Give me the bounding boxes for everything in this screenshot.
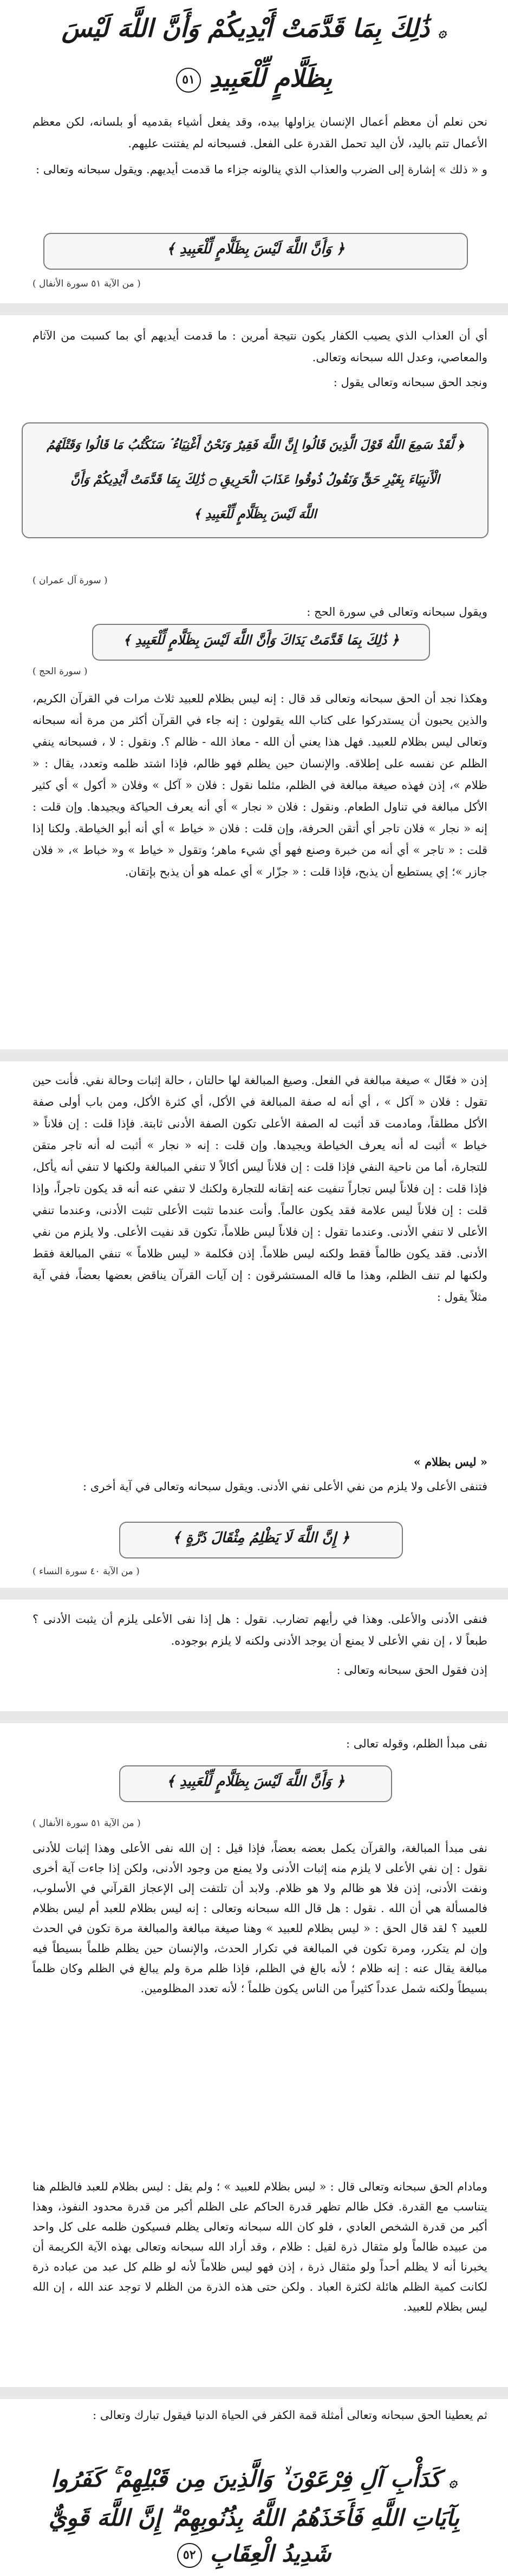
section-5-paragraph-4: نفى مبدأ المبالغة، والقرآن يكمل بعضه بعضاً، فإذا قيل : إن الله نفى الأعلى وهذا إثبات للأدنى نقول : إن نفي الأعلى لا يلزم منه إثبات الأدنى ولا يمنع من وجود الأدنى، ولكن إذا جاءت آية أخرى ونفت الأدنى، إذن فلا هو ظالم ولا هو ظلام. ولابد أن تلتفت إلى الإعجاز القرآني في الأسلوب، فالمسألة هي أن الله . نقول : هل قال الله سبحانه وتعالى : إنه ليس بظلام للعبد أم ليس بظلام للعبيد ؟ لقد قال الحق : « ليس بظلام للعبيد » وهنا صيغة مبالغة والمبالغة مرة تكون في الحدث وإن لم يتكرر، ومرة تكون في المبالغة في تكرار الحدث، والإنسان حين يظلم ظلماً بسيطاً فيه مبالغة يقال عنه : إنه ظلام ؛ لأنه بالغ في الظلم، فإذا ظلم مرة ولم يبالغ في الظلم وكان ظلماً بسيطاً ولكنه شمل عدداً كثيراً من الناس يكون ظلماً ؛ لأنه تعدد المظلومين. [32, 1842, 487, 1995]
section-5-body [32, 1838, 487, 1999]
verse-source: ( سورة الحج ) [32, 666, 88, 677]
section-separator [0, 1049, 508, 1061]
section-6-closing [32, 2404, 487, 2426]
section-2 [32, 325, 487, 393]
section-1-paragraph-2: و « ذلك » إشارة إلى الضرب والعذاب الذي ينالونه جزاء ما قدمت أيديهم. ويقول سبحانه وتعالى : [36, 163, 487, 176]
quote-text: ﴿ وَأَنَّ اللَّهَ لَيْسَ بِظَلَّامٍ لِّلْعَبِيدِ ﴾ [166, 241, 345, 257]
section-5-paragraph-3: نفى مبدأ الظلم، وقوله تعالى : [346, 1737, 487, 1750]
ayah-number-marker: ٥٢ [177, 2543, 202, 2568]
quote-text: ﴿ إِنَّ اللَّهَ لَا يَظْلِمُ مِثْقَالَ ذَرَّةٍ ﴾ [172, 1530, 350, 1546]
header-verse-text-2: بِظَلَّامٍ لِّلْعَبِيدِ [210, 63, 332, 93]
verse-source: ( من الآية ٤٠ سورة النساء ) [32, 1566, 140, 1577]
footer-verse-text-2: بِآيَاتِ اللَّهِ فَأَخَذَهُمُ اللَّهُ بِذُنُوبِهِمْ ۗ إِنَّ اللَّهَ قَوِيٌّ [48, 2505, 460, 2531]
footer-verse [22, 2461, 486, 2570]
quote-box-nisa-40 [119, 1522, 403, 1558]
quote-line-1: ﴿ لَّقَدْ سَمِعَ اللَّهُ قَوْلَ الَّذِينَ قَالُوا إِنَّ اللَّهَ فَقِيرٌ وَنَحْنُ أَغْنِيَاءُ ۘ سَنَكْتُبُ مَا قَالُوا وَقَتْلَهُمُ [47, 438, 464, 452]
footer-verse-line-1 [22, 2461, 486, 2500]
footer-verse-line-3 [22, 2536, 486, 2572]
section-5 [32, 1608, 487, 1681]
header-verse [22, 5, 486, 102]
section-separator [0, 1711, 508, 1723]
quote-line-3: اللَّهَ لَيْسَ بِظَلَّامٍ لِّلْعَبِيدِ ﴾ [193, 507, 317, 521]
footer-verse-text-1: كَدَأْبِ آلِ فِرْعَوْنَ ۙ وَالَّذِينَ مِن قَبْلِهِمْ ۚ كَفَرُوا [50, 2466, 441, 2492]
section-4 [32, 1069, 487, 1308]
quote-box-al-imran [22, 422, 489, 538]
verse-source: ( من الآية ٥١ سورة الأنفال ) [32, 1818, 141, 1829]
section-2-paragraph-1: أي أن العذاب الذي يصيب الكفار يكون نتيجة أمرين : ما قدمت أيديهم أي بما كسبت من الآثام والمعاصي، وعدل الله سبحانه وتعالى. [32, 329, 487, 364]
section-1 [32, 111, 487, 180]
section-separator [0, 2387, 508, 2399]
footer-verse-line-2 [22, 2500, 486, 2536]
quote-text: ﴿ وَأَنَّ اللَّهَ لَيْسَ بِظَلَّامٍ لِّلْعَبِيدِ ﴾ [166, 1773, 345, 1790]
section-4-continuation [32, 1476, 487, 1497]
verse-source: ( من الآية ٥١ سورة الأنفال ) [32, 278, 141, 289]
section-2-intro-hajj [32, 601, 487, 623]
verse-source: ( سورة آل عمران ) [32, 575, 108, 586]
section-separator [0, 303, 508, 315]
quote-box-hajj [92, 624, 430, 661]
quote-box-anfal-51 [43, 233, 468, 270]
ayah-number-marker: ٥١ [176, 68, 201, 93]
header-verse-text-1: ذَٰلِكَ بِمَا قَدَّمَتْ أَيْدِيكُمْ وَأَنَّ اللَّهَ لَيْسَ [61, 14, 429, 43]
section-2-paragraph-3: ويقول سبحانه وتعالى في سورة الحج : [307, 605, 487, 618]
section-4-paragraph-2: فتنفى الأعلى ولا يلزم من نفي الأعلى نفي الأدنى. ويقول سبحانه وتعالى في آية أخرى : [83, 1480, 487, 1493]
quote-line-2: الْأَنبِيَاءَ بِغَيْرِ حَقٍّ وَنَقُولُ ذُوقُوا عَذَابَ الْحَرِيقِ ۝ ذَٰلِكَ بِمَا قَدَّمَتْ أَيْدِيكُمْ وَأَنَّ [70, 472, 440, 487]
section-3 [32, 688, 487, 883]
section-5-paragraph-2: إذن فقول الحق سبحانه وتعالى : [336, 1664, 487, 1677]
quote-box-anfal-51-repeat [119, 1765, 392, 1802]
quote-text: ﴿ ذَٰلِكَ بِمَا قَدَّمَتْ يَدَاكَ وَأَنَّ اللَّهَ لَيْسَ بِظَلَّامٍ لِّلْعَبِيدِ ﴾ [123, 632, 399, 648]
inline-quote: « ليس بظلام » [413, 1455, 487, 1469]
section-6-paragraph-2: ثم يعطينا الحق سبحانه وتعالى أمثلة قمة الكفر في الحياة الدنيا فيقول تبارك وتعالى : [93, 2409, 487, 2422]
section-4-paragraph-1: إذن « فعّال » صيغة مبالغة في الفعل. وصيغ المبالغة لها حالتان ، حالة إثبات وحالة نفي. فأنت حين تقول : فلان « آكل » ، أي أنه له صفة المبالغة في الأكل، أي كثرة الأكل، ومن باب أولى صفة الأكل مطلقاً، ومادمت قد أثبت له الصفة الأعلى تكون الصفة الأدنى ثابتة. فإذا قلت : إن فلاناً « خياط » أثبت له أنه يعرف الخياطة ويجيدها. وإن قلت : إنه « نجار » أثبت له أنه تاجر متقن للتجارة، أما من ناحية النفي فإذا قلت : إن فلاناً ليس أكالاً لا تنفي المبالغة ولكنها لا تنفي أنه يأكل، فإذا قلت : إن فلاناً ليس تجاراً تنفيت عنه إتقانه للتجارة ولكنك لا تنفي عنه أنه قد يكون تاجراً، وإذا قلت : إن فلاناً ليس علامة فقد يكون عالماً. وأنت عندما تثبت الأعلى تثبت الأدنى، وعندما تنفي الأعلى لا تنفي الأدنى. وعندما تقول : إن فلاناً ليس ظلاماً، تكون قد نفيت الأعلى. ولا يلزم من نفي الأدنى. فقد يكون ظالماً فقط ولكنه ليس ظلاماً. إذن فكلمة « ليس ظلاماً » تنفي المبالغة فقط ولكنها لم تنف الظلم، وهذا ما قاله المستشرقون : إن آيات القرآن يناقض بعضها بعضاً، ففي آية مثلاً يقول : [32, 1074, 487, 1303]
footer-verse-text-3: شَدِيدُ الْعِقَابِ [210, 2540, 331, 2567]
header-verse-line-2 [22, 55, 486, 101]
section-6 [32, 2177, 487, 2317]
section-3-paragraph-1: وهكذا نجد أن الحق سبحانه وتعالى قد قال : إنه ليس بظلام للعبيد ثلاث مرات في القرآن الكريم، والذين يحبون أن يستدركوا على كتاب الله يقولون : إنه جاء في القرآن أكثر من مرة أنه سبحانه وتعالى ليس بظلام للعبيد. فهل هذا يعني أن الله - معاذ الله - ظالم ؟. ونقول : لا ، فسبحانه ينفي الظلم عن نفسه على إطلاقه. والإنسان حين يظلم فهو ظالم، فإذا اشتد ظلمه وتعدد، يقال : « ظلام »، إذن فهذه صيغة مبالغة في الظلم، مثلما نقول : فلان « آكل » وفلان « أكول » أي كثير الأكل مبالغة في تناول الطعام. ونقول : فلان « نجار » أي أنه يعرف الحياكة ويجيدها. وإن قلت : إنه « نجار » فلان تاجر أي أتقن الحرفة، وإن قلت : فلان « خياط » أي أنه أبو الخياطة. ولكنا إذا قلت : « تاجر » أي أنه من خبرة وصنع فهو أي شيء ماهر؛ وتقول « خياط » و« خباط »، « فلان جازر »؛ إي يستطيع أن يذبح، فإذا قلت : « جزّار » أي عمله هو أن يذبح بإتقان. [32, 692, 487, 878]
section-1-paragraph-1: نحن نعلم أن معظم أعمال الإنسان يزاولها بيده، وقد يفعل أشياء بقدميه أو بلسانه، لكن معظم الأعمال تتم باليد، لأن اليد تحمل القدرة على الفعل. فسبحانه لم يفتنت عليهم. [32, 115, 487, 150]
section-5-paragraph-1: فنفى الأدنى والأعلى. وهذا في رأيهم تضارب. نقول : هل إذا نفى الأعلى يلزم أن يثبت الأدنى ؟ طبعاً لا ، إن نفي الأعلى لا يمنع أن يوجد الأدنى ولكنه لا يلزم بوجوده. [32, 1613, 487, 1647]
section-5-intro-quote [32, 1733, 487, 1755]
verse-ornament-icon: ۞ [448, 2474, 458, 2490]
section-separator [0, 1588, 508, 1600]
section-6-paragraph-1: ومادام الحق سبحانه وتعالى قال : « ليس بظلام للعبيد » ؛ ولم يقل : ليس بظلام للعبد فالظلم هنا يتناسب مع القدرة. فكل ظالم تظهر قدرة الحاكم على الظلم أكبر من قدرة محدود النفوذ، وهذا أكبر من قدرة الشخص العادي ، فلو كان الله سبحانه وتعالى يظلم فسيكون ظلمه على كل واحد من عبيده ظالماً ولو مثقال ذرة لقيل : ظلام ، وقد أراد الله سبحانه وتعالى بهذه الآية الكريمة أن يخبرنا أنه لا يظلم أحداً ولو مثقال ذرة ، إذن فهو ليس ظلاماً لأنه لو ظلم كل عبد من عباده ذرة لكانت كمية الظلم هائلة لكثرة العباد . ولكن حتى هذه الذرة من الظلم لا توجد عند الله ، إن الله ليس بظلام للعبيد. [32, 2180, 487, 2313]
section-2-paragraph-2: ونجد الحق سبحانه وتعالى يقول : [333, 376, 487, 389]
section-4-inline-quote [325, 1451, 487, 1473]
header-verse-line-1 [22, 5, 486, 55]
verse-ornament-icon: ۞ [438, 24, 447, 41]
